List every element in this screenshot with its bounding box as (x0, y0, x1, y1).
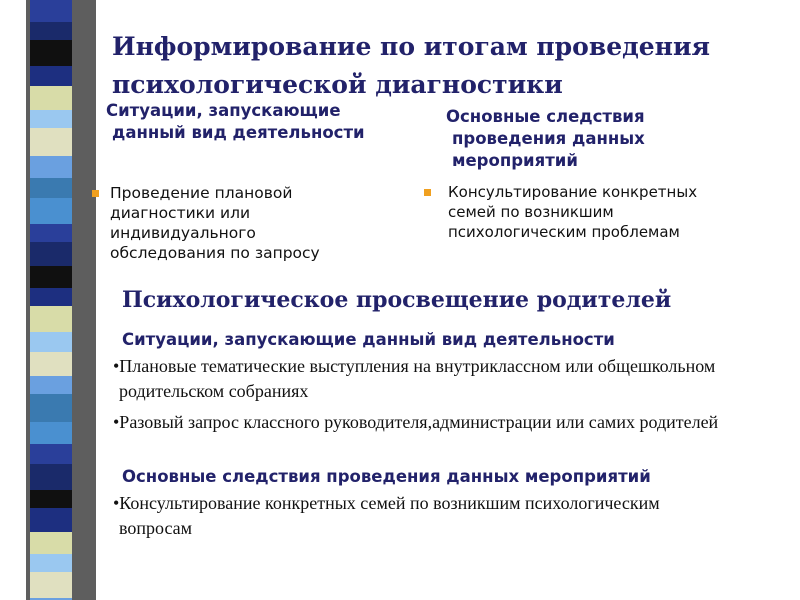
decorative-stripe (30, 532, 72, 554)
left-column-heading: Ситуации, запускающие данный вид деятельности (106, 101, 365, 142)
decorative-stripe (30, 178, 72, 198)
decorative-stripe (30, 332, 72, 352)
decorative-stripe (30, 376, 72, 394)
decorative-stripe (30, 0, 72, 22)
slide-title: Информирование по итогам проведения психологической диагностики (112, 32, 710, 99)
decorative-stripe (30, 110, 72, 128)
decorative-stripe (30, 288, 72, 306)
decorative-stripe (30, 352, 72, 376)
right-bullet-text: Консультирование конкретных семей по возникшим психологическим проблемам (448, 183, 698, 241)
decorative-stripe (30, 198, 72, 224)
situation-item-1: •Плановые тематические выступления на внутриклассном или общешкольном родительском собраниях (113, 356, 716, 401)
decorative-stripe (30, 394, 72, 422)
left-bullet-text: Проведение плановой диагностики или индивидуального обследования по запросу (110, 184, 320, 262)
bullet-square-icon (424, 189, 431, 196)
decorative-stripe (30, 22, 72, 40)
consequence-item-1: •Консультирование конкретных семей по возникшим психологическим вопросам (113, 493, 660, 538)
bullet-square-icon (92, 190, 99, 197)
decorative-stripe (30, 554, 72, 572)
decorative-stripe (30, 224, 72, 242)
section-title: Психологическое просвещение родителей (122, 287, 672, 313)
decorative-stripe (30, 464, 72, 490)
decorative-stripe (30, 444, 72, 464)
consequences-heading: Основные следствия проведения данных мероприятий (122, 467, 651, 486)
decorative-stripe (30, 422, 72, 444)
decorative-stripe (30, 156, 72, 178)
situations-heading: Ситуации, запускающие данный вид деятельности (122, 330, 615, 349)
decorative-stripe (30, 572, 72, 598)
left-bullet-item (92, 183, 362, 263)
decorative-stripes (30, 0, 72, 600)
decorative-stripe (30, 242, 72, 266)
decorative-stripe (30, 490, 72, 508)
decorative-stripe (30, 40, 72, 66)
decorative-stripe (30, 306, 72, 332)
situation-item-2: •Разовый запрос классного руководителя,администрации или самих родителей (113, 412, 719, 432)
right-bullet-item (424, 182, 734, 242)
right-column-heading: Основные следствия проведения данных мероприятий (446, 107, 645, 170)
decorative-stripe (30, 266, 72, 288)
decorative-stripe (30, 86, 72, 110)
decorative-stripe (30, 508, 72, 532)
decorative-stripe (30, 66, 72, 86)
decorative-stripe (30, 128, 72, 156)
